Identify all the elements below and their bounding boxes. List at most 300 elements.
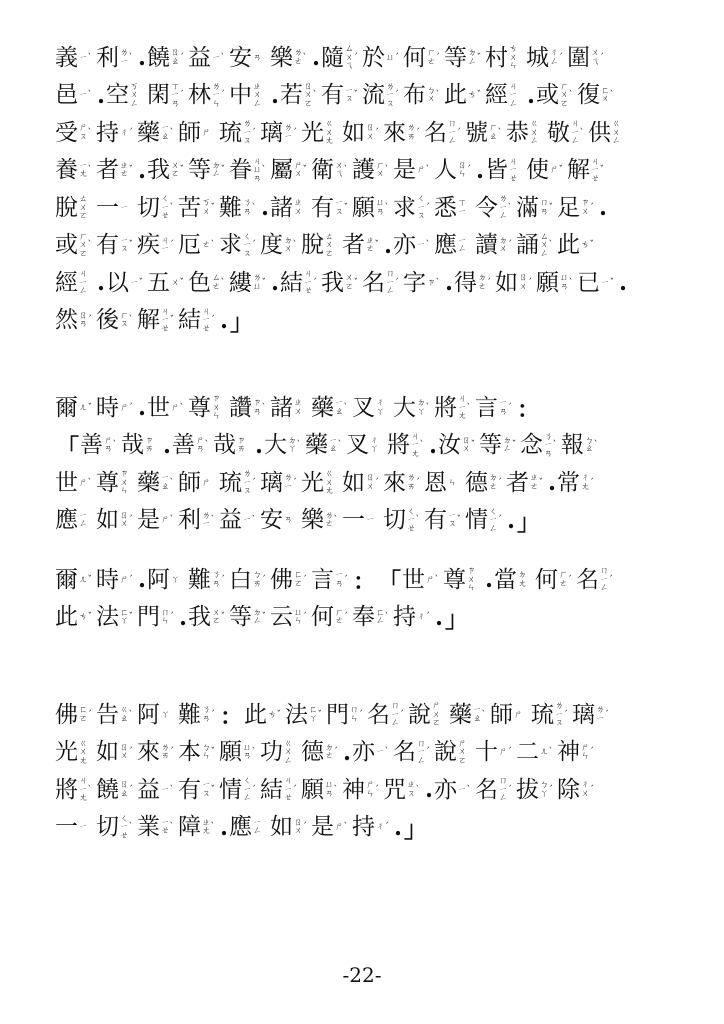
zhuyin-annotation: ㄍ ㄨ ㄤ <box>79 738 88 766</box>
annotated-character <box>55 157 93 183</box>
annotated-character <box>387 432 425 458</box>
annotated-character <box>557 232 595 258</box>
text-line <box>55 227 629 265</box>
annotated-character <box>434 777 472 803</box>
character: 此 <box>55 604 78 631</box>
zhuyin-annotation: ㄧ ㄡ ˇ <box>120 235 134 255</box>
zhuyin-annotation: ㄌ ㄩ ˇ <box>253 273 267 292</box>
zhuyin-annotation: ㄏ ㄜ ˊ <box>335 607 349 627</box>
annotated-character <box>403 82 441 108</box>
zhuyin-annotation: ㄓ ㄡ ˋ <box>407 780 421 799</box>
character: 益 <box>219 507 242 534</box>
character: 門 <box>137 604 160 631</box>
annotated-character <box>352 195 390 221</box>
character: 時 <box>96 394 119 421</box>
annotated-character <box>137 739 175 765</box>
text-line <box>55 189 629 227</box>
zhuyin-annotation: ㄈ ㄥ ˋ <box>376 607 390 627</box>
zhuyin-annotation: ㄌ ㄧ ㄡ ˊ <box>386 81 400 109</box>
annotated-character <box>96 604 134 630</box>
character: 或 <box>55 232 78 259</box>
zhuyin-annotation: ㄘ ˇ <box>581 240 595 251</box>
text-line <box>55 39 629 77</box>
annotated-character <box>434 395 472 421</box>
annotated-character <box>393 157 431 183</box>
character: 名 <box>393 739 417 766</box>
character: 林 <box>188 82 212 109</box>
character: 云 <box>270 604 294 631</box>
annotated-character <box>55 507 93 533</box>
annotated-character <box>219 777 257 803</box>
annotated-character <box>506 120 544 146</box>
character: 誦 <box>516 232 540 259</box>
annotated-character <box>393 604 431 630</box>
character: 藥 <box>311 394 335 421</box>
character: 樂 <box>301 507 324 534</box>
character: 眷 <box>229 157 253 184</box>
character: 師 <box>178 469 201 496</box>
annotated-character <box>301 507 339 533</box>
annotated-character <box>188 270 226 296</box>
annotated-character <box>213 432 251 458</box>
character: 願 <box>219 739 242 766</box>
annotated-character <box>479 432 517 458</box>
annotated-character <box>178 777 216 803</box>
character: 人 <box>434 157 458 184</box>
paragraph-4 <box>55 696 613 846</box>
character: 言 <box>475 394 499 421</box>
zhuyin-annotation: ㄏ ㄨ ˋ <box>376 160 390 180</box>
character: 如 <box>270 814 294 841</box>
zhuyin-annotation: ㄢ <box>284 515 293 525</box>
zhuyin-annotation: ㄖ ㄨ ˊ <box>519 273 533 292</box>
character: 白 <box>229 566 253 593</box>
character: 厄 <box>178 232 201 259</box>
annotated-character <box>305 432 343 458</box>
punctuation: 「 <box>56 433 79 461</box>
zhuyin-annotation: ㄕ ˋ <box>335 822 349 833</box>
zhuyin-annotation: ㄖ ㄨ ˊ <box>120 510 134 530</box>
annotated-character <box>516 777 554 803</box>
zhuyin-annotation: ㄑ ㄧ ㄡ ˊ <box>243 231 257 259</box>
character: 二 <box>516 739 540 766</box>
character: 本 <box>178 739 201 766</box>
character: 璃 <box>260 469 283 496</box>
zhuyin-annotation: ㄦ ˇ <box>79 402 93 413</box>
character: 脫 <box>55 194 78 221</box>
zhuyin-annotation: ㄉ ㄜ ˊ <box>489 473 503 492</box>
character: 字 <box>403 269 427 296</box>
character: 何 <box>311 604 335 631</box>
annotated-character <box>55 604 93 630</box>
character: 解 <box>137 307 160 334</box>
character: 藥 <box>305 432 329 459</box>
zhuyin-annotation: ㄩ ㄢ ˋ <box>376 198 390 217</box>
character: 讀 <box>475 232 499 259</box>
character: 師 <box>490 701 513 728</box>
annotated-character <box>229 395 267 421</box>
character: 一 <box>342 507 365 534</box>
zhuyin-annotation: ㄕ ˋ <box>417 165 431 176</box>
annotated-character <box>475 395 513 421</box>
punctuation: . <box>163 431 172 459</box>
annotated-character <box>260 232 298 258</box>
annotated-character <box>536 270 574 296</box>
annotated-character <box>342 507 380 533</box>
annotated-character <box>577 270 615 296</box>
zhuyin-annotation: ㄐ ㄧ ㄝ ˇ <box>591 156 605 184</box>
zhuyin-annotation: ㄌ ㄧ ㄥ ˋ <box>499 194 513 221</box>
annotated-character <box>137 120 175 146</box>
zhuyin-annotation: ㄕ ㄣ ˊ <box>581 742 595 762</box>
annotated-character <box>229 604 267 630</box>
punctuation: . <box>394 813 403 841</box>
character: 益 <box>188 44 212 71</box>
zhuyin-annotation: ㄧ ㄠ ˋ <box>473 705 487 724</box>
character: 切 <box>383 507 406 534</box>
zhuyin-annotation: ㄨ ㄟ ˊ <box>591 48 605 67</box>
annotated-character <box>321 82 359 108</box>
zhuyin-annotation: ㄍ ㄨ ㄥ <box>530 119 539 146</box>
character: 有 <box>178 776 201 803</box>
zhuyin-annotation: ㄉ ㄚ ˋ <box>417 398 431 417</box>
annotated-character <box>311 814 349 840</box>
zhuyin-annotation: ㄌ ㄧ ㄣ ˊ <box>212 81 226 109</box>
zhuyin-annotation: ㄩ ˊ <box>386 52 400 63</box>
zhuyin-annotation: ㄅ ㄠ ˋ <box>585 435 599 455</box>
annotated-character <box>301 777 339 803</box>
character: 叉 <box>346 432 370 459</box>
character: 五 <box>147 269 171 296</box>
annotated-character <box>96 702 134 728</box>
annotated-character <box>137 195 175 221</box>
character: 求 <box>219 232 242 259</box>
character: 等 <box>479 432 503 459</box>
annotated-character <box>147 82 185 108</box>
punctuation: . <box>138 156 147 184</box>
zhuyin-annotation: ㄇ ㄣ ˊ <box>161 607 175 627</box>
zhuyin-annotation: ㄅ ㄨ ˋ <box>427 85 441 105</box>
annotated-character <box>342 777 380 803</box>
zhuyin-annotation: ㄉ ㄥ ˇ <box>468 48 482 67</box>
character: 除 <box>557 776 581 803</box>
character: 如 <box>342 119 365 146</box>
character: 佛 <box>270 566 294 593</box>
annotated-character <box>55 567 93 593</box>
punctuation: ： <box>353 568 377 596</box>
zhuyin-annotation: ㄊ ㄨ ㄛ <box>79 194 88 221</box>
zhuyin-annotation: ㄧ <box>79 822 88 832</box>
annotated-character <box>178 195 216 221</box>
character: 光 <box>301 469 324 496</box>
zhuyin-annotation: ㄖ ㄠ ˊ <box>120 780 134 799</box>
character: 一 <box>96 194 119 221</box>
character: 一 <box>55 814 78 841</box>
annotated-character <box>557 777 595 803</box>
zhuyin-annotation: ㄧ ㄡ ˇ <box>345 85 359 105</box>
zhuyin-annotation: ㄑ ㄧ ㄥ ˊ <box>243 776 257 803</box>
punctuation: . <box>97 269 106 297</box>
punctuation: 」 <box>445 605 469 633</box>
character: 滿 <box>516 194 540 221</box>
character: 告 <box>96 701 119 728</box>
annotated-character <box>260 470 298 496</box>
annotated-character <box>494 567 532 593</box>
character: 情 <box>219 776 242 803</box>
zhuyin-annotation: ㄋ ㄧ ㄢ ˋ <box>544 431 558 459</box>
character: 義 <box>55 44 78 71</box>
annotated-character <box>588 120 626 146</box>
annotated-character <box>229 567 267 593</box>
character: 切 <box>96 814 119 841</box>
zhuyin-annotation: ㄋ ㄢ ˋ <box>243 198 257 217</box>
annotated-character <box>137 507 175 533</box>
annotated-character <box>393 195 431 221</box>
annotated-character <box>346 432 384 458</box>
annotated-character <box>188 157 226 183</box>
zhuyin-annotation: ㄇ ㄧ ㄥ ˊ <box>386 269 400 296</box>
zhuyin-annotation: ㄗ ˋ <box>427 277 441 288</box>
punctuation: . <box>507 506 516 534</box>
character: 中 <box>229 82 253 109</box>
character: 應 <box>55 507 78 534</box>
zhuyin-annotation: ㄉ ㄨ ˋ <box>284 235 298 255</box>
zhuyin-annotation: ㄧ ˋ <box>79 90 93 101</box>
paragraph-1 <box>55 39 629 339</box>
annotated-character <box>188 45 226 71</box>
zhuyin-annotation: ㄣ <box>448 477 457 488</box>
zhuyin-annotation: ㄐ ㄧ ㄥ <box>79 269 88 296</box>
annotated-character <box>465 470 503 496</box>
character: 令 <box>475 194 499 221</box>
annotated-character <box>506 470 544 496</box>
zhuyin-annotation: ㄐ ㄧ ㄥ ˋ <box>571 119 585 146</box>
character: 此 <box>557 232 581 259</box>
annotated-character <box>96 120 134 146</box>
zhuyin-annotation: ㄔ ˊ <box>120 127 134 138</box>
character: 尊 <box>188 394 212 421</box>
zhuyin-annotation: ㄐ ㄧ ㄤ ˋ <box>458 394 472 421</box>
annotated-character <box>342 120 380 146</box>
character: 已 <box>577 269 601 296</box>
zhuyin-annotation: ㄅ ㄣ ˇ <box>202 742 216 762</box>
annotated-character <box>465 120 503 146</box>
annotated-character <box>434 195 472 221</box>
zhuyin-annotation: ㄌ ㄧ ˊ <box>284 473 298 492</box>
character: 邑 <box>55 82 78 109</box>
zhuyin-annotation: ㄐ ㄧ ㄤ ˋ <box>79 776 93 803</box>
zhuyin-annotation: ㄕ ㄢ ˋ <box>104 435 118 455</box>
annotated-character <box>495 270 533 296</box>
annotated-character <box>403 270 441 296</box>
punctuation: 「 <box>378 568 402 596</box>
character: 藥 <box>137 119 160 146</box>
zhuyin-annotation: ㄑ ㄧ ㄝ ˋ <box>407 506 421 534</box>
zhuyin-annotation: ㄧ ㄠ ˋ <box>329 435 343 455</box>
zhuyin-annotation: ㄌ ㄧ ㄡ ˊ <box>243 469 257 496</box>
annotated-character <box>270 395 308 421</box>
character: 光 <box>55 739 78 766</box>
zhuyin-annotation: ㄉ ㄚ ˋ <box>288 435 302 455</box>
annotated-character <box>547 120 585 146</box>
text-line <box>55 77 629 115</box>
punctuation: . <box>485 566 494 594</box>
zhuyin-annotation: ㄕ ˊ <box>120 574 134 585</box>
annotated-character <box>147 567 185 593</box>
annotated-character <box>577 82 615 108</box>
annotated-character <box>55 739 93 765</box>
zhuyin-annotation: ㄌ ㄧ ˋ <box>202 510 216 530</box>
zhuyin-annotation: ㄧ <box>120 202 129 213</box>
character: 將 <box>434 394 458 421</box>
punctuation: . <box>429 431 438 459</box>
zhuyin-annotation: ㄕ ˊ <box>499 747 513 758</box>
character: 善 <box>172 432 196 459</box>
punctuation: . <box>138 394 147 422</box>
zhuyin-annotation: ㄉ ㄥ ˇ <box>503 435 517 455</box>
annotated-character <box>219 232 257 258</box>
zhuyin-annotation: ㄘ ˇ <box>268 709 282 720</box>
zhuyin-annotation: ㄕ <box>514 709 523 720</box>
zhuyin-annotation: ㄔ ㄥ ˊ <box>550 48 564 67</box>
zhuyin-annotation: ㄔ ㄨ ˊ <box>581 780 595 799</box>
zhuyin-annotation: ㄕ ˇ <box>550 165 564 176</box>
zhuyin-annotation: ㄨ ㄟ ˋ <box>335 160 349 180</box>
punctuation: . <box>220 306 229 334</box>
character: 敬 <box>547 119 570 146</box>
annotated-character <box>383 470 421 496</box>
punctuation: . <box>138 44 147 72</box>
zhuyin-annotation: ㄒ ㄧ ㄢ ˊ <box>171 81 185 109</box>
annotated-character <box>96 470 134 496</box>
annotated-character <box>219 470 257 496</box>
punctuation: 」 <box>230 308 254 336</box>
zhuyin-annotation: ㄓ ㄤ ˋ <box>202 817 216 837</box>
character: 阿 <box>147 566 171 593</box>
annotated-character <box>383 507 421 533</box>
annotated-character <box>408 702 446 728</box>
paragraph-3 <box>55 561 617 636</box>
character: 報 <box>561 432 585 459</box>
punctuation: . <box>255 431 264 459</box>
annotated-character <box>137 702 175 728</box>
annotated-character <box>147 270 185 296</box>
annotated-character <box>96 567 134 593</box>
zhuyin-annotation: ㄔ ㄤ ˊ <box>581 473 595 492</box>
character: 結 <box>260 776 283 803</box>
annotated-character <box>96 232 134 258</box>
annotated-character <box>352 604 390 630</box>
character: 者 <box>342 232 365 259</box>
annotated-character <box>188 395 226 421</box>
zhuyin-annotation: ㄌ ㄧ ˋ <box>120 48 134 67</box>
zhuyin-annotation: ㄍ ㄨ ㄤ <box>325 469 334 496</box>
annotated-character <box>96 45 134 71</box>
zhuyin-annotation: ㄖ ㄠ ˊ <box>171 48 185 67</box>
character: 名 <box>362 269 386 296</box>
annotated-character <box>270 567 308 593</box>
annotated-character <box>106 270 144 296</box>
character: 讚 <box>229 394 253 421</box>
character: 利 <box>178 507 201 534</box>
zhuyin-annotation: ㄐ ㄧ ㄝ ˇ <box>161 306 175 334</box>
character: 時 <box>96 566 119 593</box>
annotated-character <box>485 157 523 183</box>
annotated-character <box>567 157 605 183</box>
zhuyin-annotation: ㄏ ㄨ ㄛ ˋ <box>79 231 93 259</box>
character: 得 <box>454 269 478 296</box>
annotated-character <box>96 195 134 221</box>
zhuyin-annotation: ㄑ ㄧ ㄝ ˋ <box>161 194 175 221</box>
zhuyin-annotation: ㄏ ㄜ ˊ <box>427 48 441 67</box>
annotated-character <box>434 739 472 765</box>
character: 饒 <box>96 776 119 803</box>
character: 門 <box>326 701 349 728</box>
character: 脫 <box>301 232 324 259</box>
character: 村 <box>485 44 509 71</box>
annotated-character <box>520 432 558 458</box>
character: 障 <box>178 814 201 841</box>
zhuyin-annotation: ㄖ ㄨ ˊ <box>294 817 308 837</box>
character: 師 <box>178 119 201 146</box>
annotated-character <box>531 702 569 728</box>
zhuyin-annotation: ㄕ ㄨ ˇ <box>294 160 308 180</box>
annotated-character <box>55 307 93 333</box>
character: 爾 <box>55 394 78 421</box>
annotated-character <box>96 814 134 840</box>
character: 疾 <box>137 232 160 259</box>
annotated-character <box>311 195 349 221</box>
annotated-character <box>576 567 614 593</box>
character: 此 <box>244 701 267 728</box>
zhuyin-annotation: ㄗ ㄨ ˊ <box>581 198 595 217</box>
zhuyin-annotation: ㄨ ㄛ ˇ <box>171 160 185 180</box>
character: 亦 <box>393 232 417 259</box>
zhuyin-annotation: ㄙ ㄨ ㄟ ˊ <box>345 44 359 71</box>
text-line <box>55 599 617 637</box>
annotated-character <box>229 45 267 71</box>
zhuyin-annotation: ㄉ ㄨ ˊ <box>499 235 513 255</box>
zhuyin-annotation: ㄑ ㄧ ㄥ ˊ <box>489 506 503 534</box>
zhuyin-annotation: ㄖ ㄨ ˊ <box>120 742 134 762</box>
text-line <box>55 389 602 427</box>
zhuyin-annotation: ㄕ ˋ <box>171 402 185 413</box>
character: 安 <box>260 507 283 534</box>
annotated-character <box>260 777 298 803</box>
zhuyin-annotation: ㄕ ˋ <box>426 574 440 585</box>
punctuation: . <box>97 81 106 109</box>
punctuation: . <box>138 566 147 594</box>
annotated-character <box>178 307 216 333</box>
annotated-character <box>301 232 339 258</box>
annotated-character <box>178 120 216 146</box>
character: 復 <box>577 82 601 109</box>
annotated-character <box>367 702 405 728</box>
zhuyin-annotation: ㄗ ㄨ ㄣ <box>212 394 221 421</box>
zhuyin-annotation: ㄖ ㄢ ˊ <box>79 310 93 330</box>
zhuyin-annotation: ㄌ ㄧ ㄡ ˊ <box>555 701 569 728</box>
annotated-character <box>393 232 431 258</box>
character: 何 <box>403 44 427 71</box>
annotated-character <box>321 45 359 71</box>
zhuyin-annotation: ㄅ ㄚ ˊ <box>540 780 554 799</box>
annotated-character <box>572 702 610 728</box>
character: 亦 <box>352 739 376 766</box>
zhuyin-annotation: ㄎ ㄨ ˇ <box>202 198 216 217</box>
annotated-character <box>403 45 441 71</box>
zhuyin-annotation: ㄧ ㄥ <box>79 510 88 530</box>
zhuyin-annotation: ㄓ ㄨ ㄥ <box>253 81 262 109</box>
